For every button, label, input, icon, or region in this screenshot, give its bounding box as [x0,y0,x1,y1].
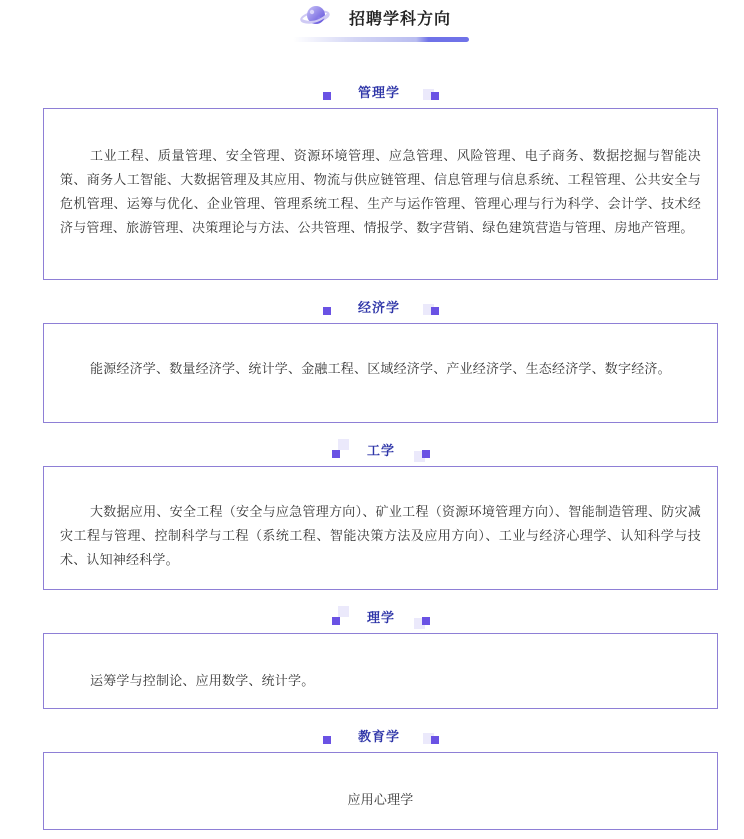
section-content: 大数据应用、安全工程（安全与应急管理方向）、矿业工程（资源环境管理方向）、智能制造管理、防灾减灾工程与管理、控制科学与工程（系统工程、智能决策方法及应用方向）、工业与经济心理学、认知科学与技术、认知神经科学。 [60,505,701,568]
section-box-management [43,108,718,280]
decor-square-right [422,617,430,625]
decor-square-faint [338,439,349,450]
section-content: 应用心理学 [347,793,414,808]
section-title: 教育学 [358,730,401,745]
section-box-science [43,633,718,709]
section-content: 能源经济学、数量经济学、统计学、金融工程、区域经济学、产业经济学、生态经济学、数字经济。 [90,362,671,377]
section-title: 工学 [367,444,396,459]
section-box-education [43,752,718,830]
decor-square-right [431,736,439,744]
planet-icon [300,2,330,30]
section-content: 工业工程、质量管理、安全管理、资源环境管理、应急管理、风险管理、电子商务、数据挖掘与智能决策、商务人工智能、大数据管理及其应用、物流与供应链管理、信息管理与信息系统、工程管理、公共安全与危机管理、运筹与优化、企业管理、管理系统工程、生产与运作管理、管理心理与行为科学、会计学、技术经济与管理、旅游管理、决策理论与方法、公共管理、情报学、数字营销、绿色建筑营造与管理、房地产管理。 [60,149,701,236]
decor-square-right [422,450,430,458]
page-title: 招聘学科方向 [349,9,452,28]
section-box-economics [43,323,718,423]
title-underline [293,37,469,42]
decor-square-left [323,307,331,315]
decor-square-right [431,307,439,315]
decor-square-right [431,92,439,100]
page-header [0,0,744,50]
section-title: 管理学 [358,86,401,101]
section-content: 运筹学与控制论、应用数学、统计学。 [90,674,315,689]
section-title: 经济学 [358,301,401,316]
decor-square-faint [338,606,349,617]
decor-square-left [332,617,340,625]
decor-square-left [332,450,340,458]
section-title: 理学 [367,611,396,626]
section-box-engineering [43,466,718,590]
decor-square-left [323,92,331,100]
decor-square-left [323,736,331,744]
